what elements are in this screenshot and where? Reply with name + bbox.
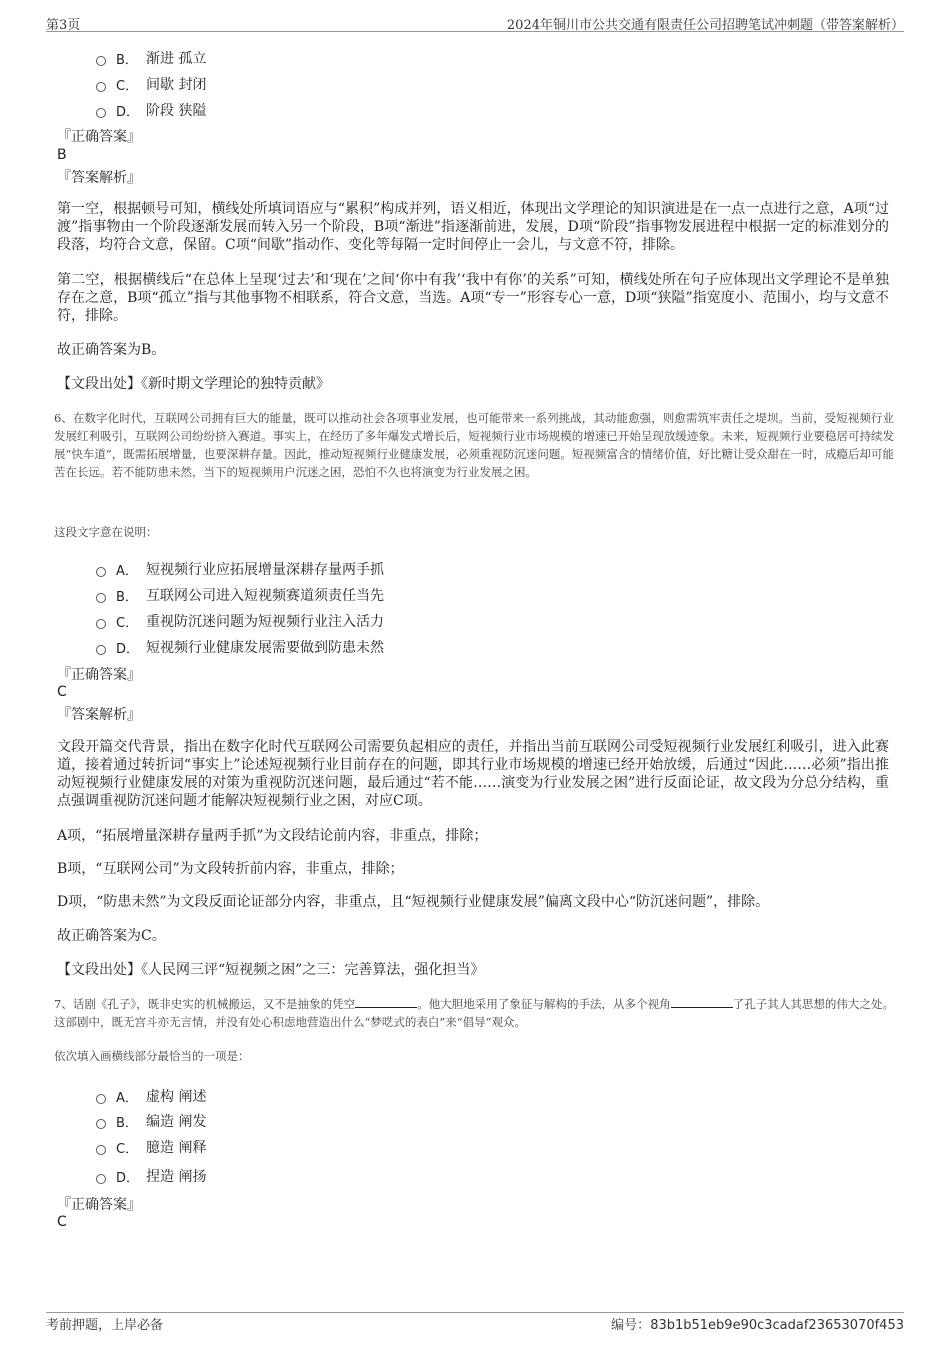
footer-slogan: 考前押题，上岸必备: [46, 1318, 164, 1333]
document-title: 2024年铜川市公共交通有限责任公司招聘笔试冲刺题（带答案解析）: [506, 18, 904, 33]
q7-answer: C: [57, 1214, 67, 1230]
radio-icon[interactable]: [96, 1145, 106, 1155]
document-code: 编号：83b1b51eb9e90c3cadaf23653070f453: [611, 1318, 904, 1333]
q6-prompt: 这段文字意在说明：: [54, 525, 158, 539]
q5-source: 【文段出处】《新时期文学理论的独特贡献》: [57, 376, 330, 392]
q6-conclusion: 故正确答案为C。: [57, 928, 166, 944]
q7-option-b[interactable]: B． 编造 阐发: [96, 1111, 206, 1131]
q6-source: 【文段出处】《人民网三评“短视频之困”之三：完善算法，强化担当》: [57, 962, 485, 978]
q7-answer-label: 『正确答案』: [57, 1197, 141, 1213]
q5-analysis-label: 『答案解析』: [57, 170, 141, 186]
q5-analysis-paragraph-1: 第一空，根据顿号可知，横线处所填词语应与“累积”构成并列，语义相近，体现出文学理论的知识演进是在一点一点进行之意，A项“过渡”指事物由一个阶段逐渐发展而转入另一个阶段，B项“渐进”指逐渐前进，发展，D项“阶段”指事物发展进程中根据一定的标准划分的段落，均符合文意，保留。C项“间歇”指动作、变化等每隔一定时间停止一会儿，与文意不符，排除。: [57, 201, 889, 253]
q6-analysis-label: 『答案解析』: [57, 707, 141, 723]
q6-option-a[interactable]: A． 短视频行业应拓展增量深耕存量两手抓: [96, 559, 384, 579]
radio-icon[interactable]: [96, 56, 106, 66]
q7-option-a[interactable]: A． 虚构 阐述: [96, 1086, 206, 1106]
q6-analysis-paragraph-1: 文段开篇交代背景，指出在数字化时代互联网公司需要负起相应的责任，并指出当前互联网公司受短视频行业发展红利吸引，进入此赛道，接着通过转折词“事实上”论述短视频行业目前存在的问题，即其行业市场规模的增速已经开始放缓，后通过“因此……必须”指出推动短视频行业健康发展的对策为重视防沉迷问题，最后通过“若不能……演变为行业发展之困”进行反面论证，故文段为分总分结构，重点强调重视防沉迷问题才能解决短视频行业之困，对应C项。: [57, 739, 889, 809]
radio-icon[interactable]: [96, 1119, 106, 1129]
q6-analysis-option-b: B项，“互联网公司”为文段转折前内容，非重点，排除；: [57, 861, 404, 877]
q5-option-b[interactable]: B． 渐进 孤立: [96, 48, 206, 68]
q6-answer: C: [57, 684, 67, 700]
q6-option-c[interactable]: C． 重视防沉迷问题为短视频行业注入活力: [96, 611, 384, 631]
header-divider: [46, 31, 904, 32]
radio-icon[interactable]: [96, 1094, 106, 1104]
radio-icon[interactable]: [96, 82, 106, 92]
q7-question: 7、话剧《孔子》，既非史实的机械搬运，又不是抽象的凭空 。他大胆地采用了象征与解构的手法，从多个视角 了孔子其人其思想的伟大之处。这部剧中，既无宫斗亦无言情，并没有处心积虑地营造出什么“梦呓式的表白”来“倡导”观众。: [54, 997, 894, 1029]
q5-answer-label: 『正确答案』: [57, 129, 141, 145]
radio-icon[interactable]: [96, 567, 106, 577]
footer-divider: [46, 1312, 904, 1313]
radio-icon[interactable]: [96, 619, 106, 629]
blank-line-1[interactable]: [355, 995, 417, 1008]
page-number: 第3页: [46, 18, 81, 33]
q6-option-d[interactable]: D． 短视频行业健康发展需要做到防患未然: [96, 637, 384, 657]
q5-conclusion: 故正确答案为B。: [57, 342, 166, 358]
q6-analysis-option-a: A项，“拓展增量深耕存量两手抓”为文段结论前内容，非重点，排除；: [57, 828, 488, 844]
q7-option-c[interactable]: C． 臆造 阐释: [96, 1137, 206, 1157]
q5-answer: B: [57, 147, 67, 163]
q6-answer-label: 『正确答案』: [57, 667, 141, 683]
radio-icon[interactable]: [96, 645, 106, 655]
q7-prompt: 依次填入画横线部分最恰当的一项是：: [54, 1049, 250, 1063]
radio-icon[interactable]: [96, 1174, 106, 1184]
q5-option-c[interactable]: C． 间歇 封闭: [96, 74, 206, 94]
radio-icon[interactable]: [96, 108, 106, 118]
q6-analysis-option-d: D项，“防患未然”为文段反面论证部分内容，非重点，且“短视频行业健康发展”偏离文段中心“防沉迷问题”，排除。: [57, 894, 770, 910]
radio-icon[interactable]: [96, 593, 106, 603]
q6-question: 6、在数字化时代，互联网公司拥有巨大的能量，既可以推动社会各项事业发展，也可能带来一系列挑战，其动能愈强，则愈需筑牢责任之堤坝。当前，受短视频行业发展红利吸引，互联网公司纷纷挤入赛道。事实上，在经历了多年爆发式增长后，短视频行业市场规模的增速已开始呈现放缓迹象。未来，短视频行业要稳居可持续发展“快车道”，既需拓展增量，也要深耕存量。因此，推动短视频行业健康发展，必须重视防沉迷问题。短视频富含的情绪价值，好比糖让受众甜在一时，成瘾后却可能苦在长远。若不能防患未然，当下的短视频用户沉迷之困，恐怕不久也将演变为行业发展之困。: [54, 411, 894, 479]
q7-option-d[interactable]: D． 捏造 阐扬: [96, 1166, 206, 1186]
q5-option-d[interactable]: D． 阶段 狭隘: [96, 100, 206, 120]
q5-analysis-paragraph-2: 第二空，根据横线后“在总体上呈现‘过去’和‘现在’之间‘你中有我’‘我中有你’的关系”可知，横线处所在句子应体现出文学理论不是单独存在之意，B项“孤立”指与其他事物不相联系，符合文意，当选。A项“专一”形容专心一意，D项“狭隘”指宽度小、范围小，均与文意不符，排除。: [57, 272, 889, 324]
q6-option-b[interactable]: B． 互联网公司进入短视频赛道须责任当先: [96, 585, 384, 605]
blank-line-2[interactable]: [671, 995, 733, 1008]
